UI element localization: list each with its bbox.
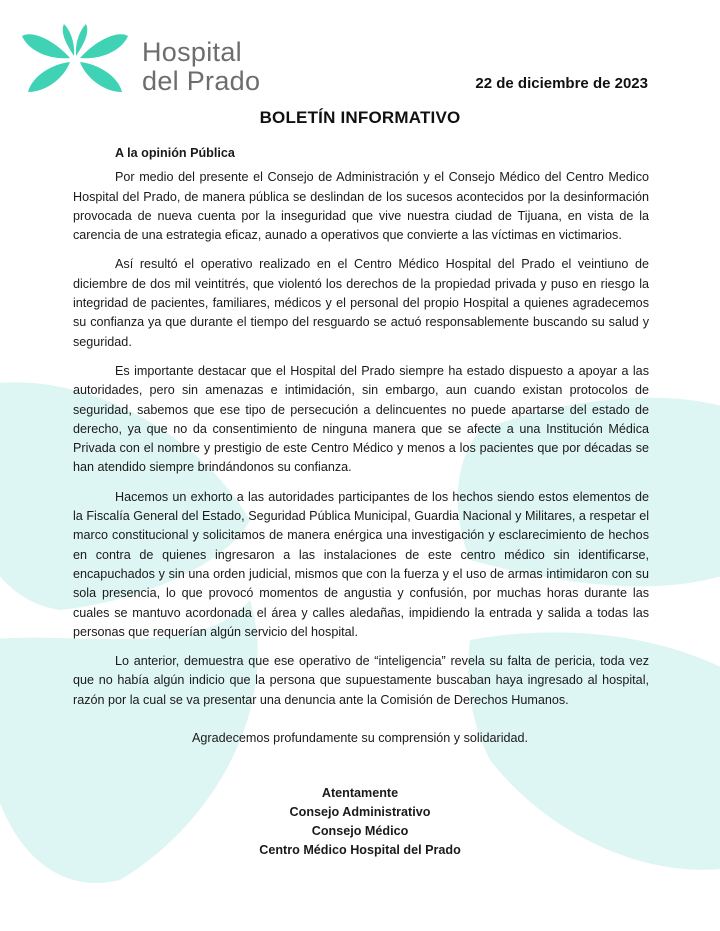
logo-line-2: del Prado [142,66,261,96]
signature-block [0,784,720,860]
logo-line-1: Hospital [142,37,242,67]
signature-line-4: Centro Médico Hospital del Prado [259,843,461,857]
document-body [73,144,649,720]
paragraph-4: Hacemos un exhorto a las autoridades participantes de los hechos siendo estos elementos de la Fiscalía General del Estado, Seguridad Pública Municipal, Guardia Nacional y Militares, a respetar el marco constitucional y solicitamos de manera enérgica una investigación y esclarecimiento de hechos en contra de quienes ingresaron a las instalaciones de este centro médico sin identificarse, encapuchados y sin una orden judicial, mismos que con la fuerza y el uso de armas intimidaron con su sola presencia, lo que provocó momentos de angustia y confusión, por muchas horas durante las cuales se mantuvo acordonada el área y calles aledañas, impidiendo la entrada y salida a todas las personas que requerían algún servicio del hospital. [73,489,649,639]
hospital-logo-butterfly-icon [20,22,130,96]
signature-line-2: Consejo Administrativo [289,805,431,819]
document-date: 22 de diciembre de 2023 [475,75,648,92]
paragraph-5: Lo anterior, demuestra que ese operativo de “inteligencia” revela su falta de pericia, toda vez que no había algún indicio que la persona que supuestamente buscaban haya ingresado al hospital, razón por la cual se va presentar una denuncia ante la Comisión de Derechos Humanos. [73,654,649,707]
paragraph-2: Así resultó el operativo realizado en el Centro Médico Hospital del Prado el veintiuno de diciembre de dos mil veintitrés, que violentó los derechos de la propiedad privada y puso en riesgo la integridad de pacientes, familiares, médicos y el personal del propio Hospital a quienes agradecemos su confianza ya que durante el tiempo del resguardo se actuó responsablemente buscando su salud y seguridad. [73,257,649,349]
salutation: A la opinión Pública [115,146,235,160]
paragraph-1: Por medio del presente el Consejo de Administración y el Consejo Médico del Centro Medico Hospital del Prado, de manera pública se deslindan de los sucesos acontecidos por la desinformación provocada de nueva cuenta por la inseguridad que vive nuestra ciudad de Tijuana, en vista de la carencia de una estrategia eficaz, aunado a operativos que convierte a las víctimas en victimarios. [73,170,649,243]
signature-line-1: Atentamente [321,786,399,800]
thanks-line: Agradecemos profundamente su comprensión y solidaridad. [191,731,529,745]
signature-line-3: Consejo Médico [311,824,409,838]
logo-wordmark [142,38,260,96]
document-title: BOLETÍN INFORMATIVO [259,108,461,127]
paragraph-3: Es importante destacar que el Hospital del Prado siempre ha estado dispuesto a apoyar a las autoridades, pero sin amenazas e intimidación, sin embargo, aun cuando existan protocolos de seguridad, sabemos que ese tipo de persecución a delincuentes no puede apartarse del estado de derecho, ya que no da consentimiento de ninguna manera que se afecte a una Institución Médica Privada con el nombre y prestigio de este Centro Médico y menos a los pacientes que por décadas se han atendido siempre brindándonos su confianza. [73,363,649,475]
